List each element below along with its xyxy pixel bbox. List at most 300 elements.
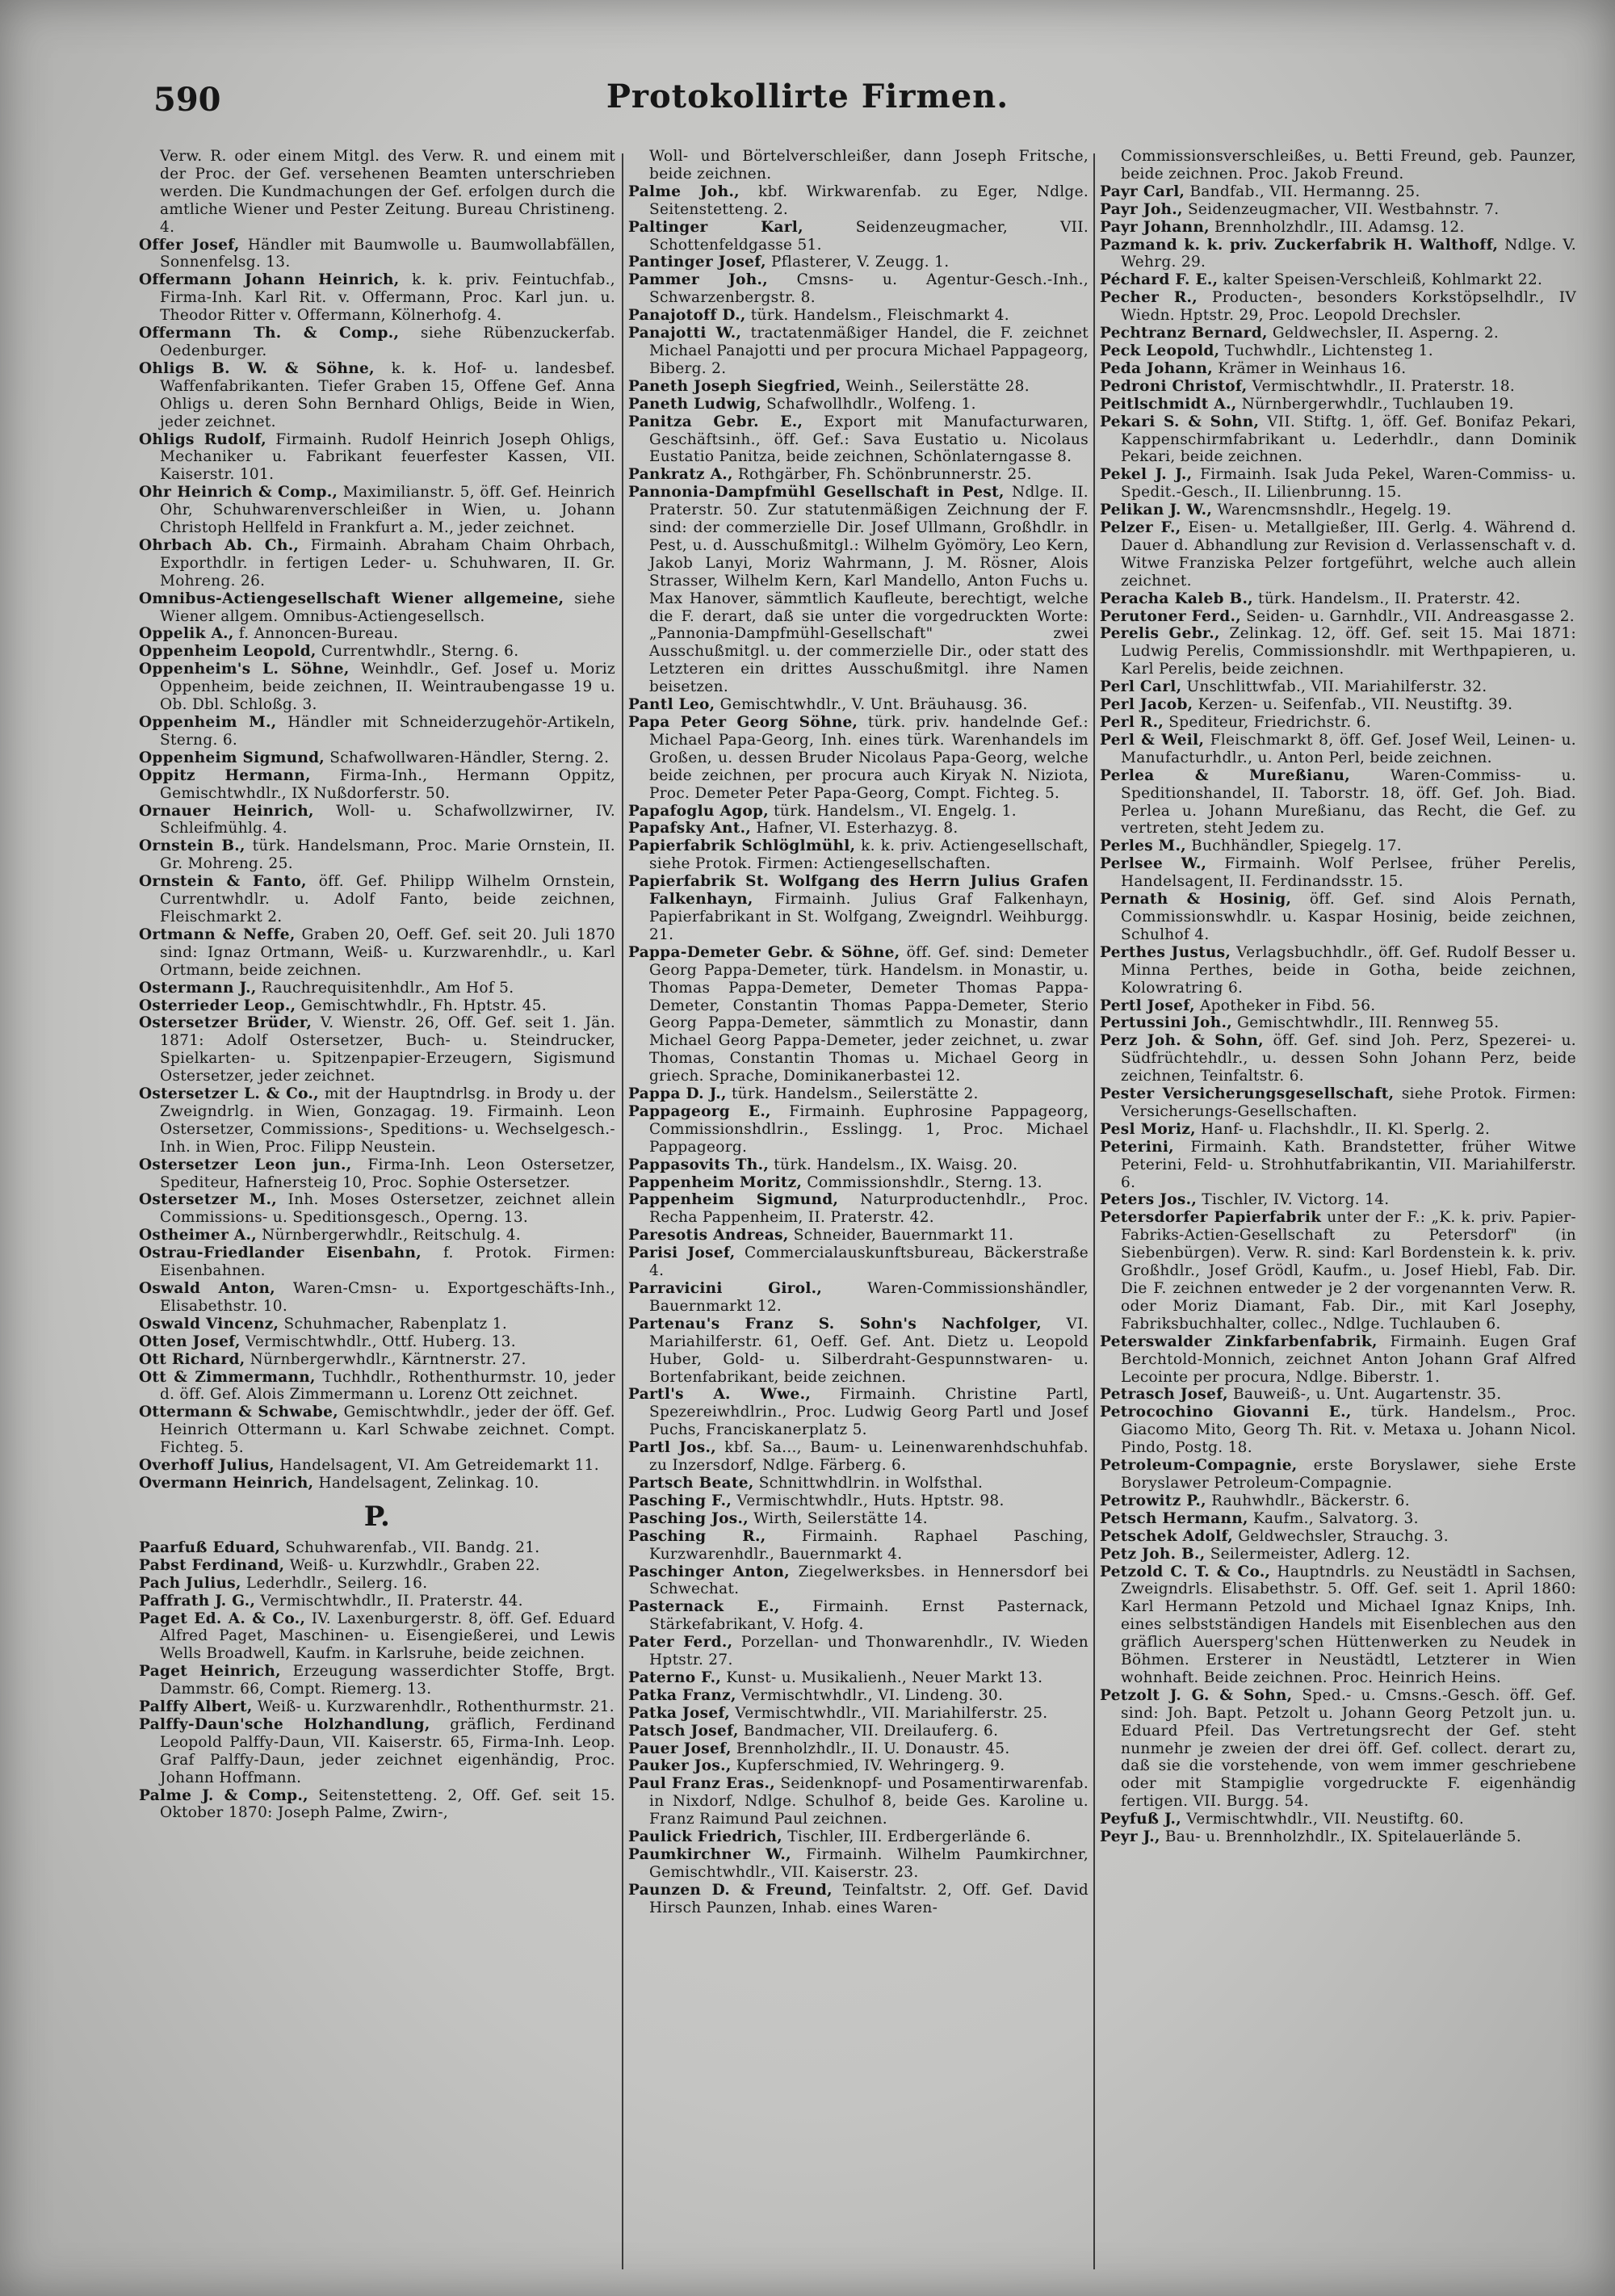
firm-details: Buchhändler, Spiegelg. 17.	[1185, 837, 1402, 855]
firm-name: Pappenheim Sigmund,	[628, 1191, 839, 1209]
firm-details: siehe Protok. Firmen: Versicherungs-Gesellschaften.	[1121, 1085, 1576, 1120]
firm-entry	[139, 1557, 615, 1575]
firm-name: Pechtranz Bernard,	[1100, 325, 1268, 342]
firm-details: türk. Handelsm., VI. Engelg. 1.	[768, 802, 1017, 820]
firm-entry	[139, 1014, 615, 1085]
firm-details: Lederhdlr., Seilerg. 16.	[241, 1574, 428, 1592]
firm-details: Vermischtwhdlr., VII. Neustiftg. 60.	[1181, 1811, 1465, 1828]
firm-entry	[139, 271, 615, 325]
firm-details: Firmainh. Kath. Brandstetter, früher Witwe Peterini, Feld- u. Strohhutfabrikantin, VII. Mariahilferstr. 6.	[1121, 1138, 1576, 1191]
firm-name: Peracha Kaleb B.,	[1100, 590, 1253, 607]
firm-entry	[139, 1245, 615, 1280]
firm-entry	[1100, 1687, 1576, 1811]
firm-details: Seiden- u. Garnhdlr., VII. Andreasgasse 2.	[1240, 607, 1575, 625]
firm-name: Ostersetzer Leon jun.,	[139, 1156, 352, 1173]
firm-details: Warencmsnshdlr., Hegelg. 19.	[1212, 502, 1452, 519]
firm-entry	[1100, 1510, 1576, 1528]
firm-details: Fleischmarkt 8, öff. Gef. Josef Weil, Leinen- u. Manufacturhdlr., u. Anton Perl, beide zeichnen.	[1121, 731, 1576, 766]
firm-entry	[1100, 997, 1576, 1015]
firm-details: Wirth, Seilerstätte 14.	[748, 1509, 928, 1527]
firm-name: Offermann Johann Heinrich,	[139, 271, 400, 289]
firm-entry	[139, 661, 615, 714]
firm-details: mit der Hauptndrlsg. in Brody u. der Zweigndrlg. in Wien, Gonzagag. 19. Firmainh. Leon Ostersetzer, Commissions-, Speditions- u. Wechselgesch.-Inh. in Wien, Proc. Filipp Neustein.	[160, 1085, 615, 1156]
firm-details: Waren-Cmsn- u. Exportgeschäfts-Inh., Elisabethstr. 10.	[160, 1280, 615, 1315]
firm-details: Firmainh. Wilhelm Paumkirchner, Gemischtwhdlr., VII. Kaiserstr. 23.	[649, 1846, 1089, 1881]
firm-entry	[139, 1575, 615, 1593]
firm-name: Oppenheim's L. Söhne,	[139, 661, 350, 678]
firm-details: Vermischtwhdlr., VII. Mariahilferstr. 25.	[730, 1704, 1048, 1722]
firm-name: Ostheimer A.,	[139, 1227, 257, 1245]
firm-entry	[1100, 289, 1576, 325]
firm-details: Firmainh. Raphael Pasching, Kurzwarenhdlr., Bauernmarkt 4.	[649, 1527, 1089, 1563]
firm-name: Papafsky Ant.,	[628, 820, 752, 837]
firm-details: türk. priv. handelnde Gef.: Michael Papa-Georg, Inh. eines türk. Warenhandels im Großen, u. dessen Bruder Nicolaus Papa-Georg, welche beide zeichnen, per procura auch Kiryak N. Niziota, Proc. Demeter Peter Papa-Georg, Compt. Fichteg. 5.	[649, 714, 1089, 802]
firm-entry-continuation	[139, 148, 615, 237]
firm-details: Händler mit Baumwolle u. Baumwollabfällen, Sonnenfelsg. 13.	[160, 236, 615, 271]
column-divider	[622, 153, 623, 2269]
firm-entry	[1100, 1085, 1576, 1121]
firm-details: Firmainh. Abraham Chaim Ohrbach, Exporthdlr. in fertigen Leder- u. Schuhwaren, II. Gr. Mohreng. 26.	[160, 536, 615, 590]
firm-entry	[1100, 714, 1576, 732]
firm-entry	[1100, 891, 1576, 944]
firm-name: Perthes Justus,	[1100, 943, 1231, 961]
firm-details: Schuhwarenfab., VII. Bandg. 21.	[280, 1538, 540, 1556]
firm-name: Ornauer Heinrich,	[139, 802, 314, 820]
firm-entry	[1100, 519, 1576, 590]
firm-entry	[1100, 1404, 1576, 1457]
firm-details: Firmainh. Rudolf Heinrich Joseph Ohligs, Mechaniker u. Fabrikant feuerfester Kassen, VII. Kaiserstr. 101.	[160, 430, 615, 484]
firm-details: Spediteur, Friedrichstr. 6.	[1164, 714, 1372, 731]
firm-name: Panitza Gebr. E.,	[628, 413, 803, 430]
firm-name: Pauker Jos.,	[628, 1757, 732, 1775]
firm-details: Bauweiß-, u. Unt. Augartenstr. 35.	[1227, 1386, 1502, 1404]
firm-name: Omnibus-Actiengesellschaft Wiener allgemeine,	[139, 590, 564, 607]
firm-name: Peda Johann,	[1100, 359, 1214, 377]
firm-entry	[628, 396, 1089, 413]
firm-entry	[139, 1333, 615, 1351]
firm-name: Papierfabrik St. Wolfgang des Herrn Julius Grafen Falkenhayn,	[628, 873, 1089, 909]
firm-entry	[1100, 237, 1576, 272]
firm-name: Papafoglu Agop,	[628, 802, 769, 820]
firm-details: Seidenzeugmacher, VII. Westbahnstr. 7.	[1182, 200, 1500, 218]
firm-entry	[139, 1191, 615, 1227]
firm-details: türk. Handelsm., IX. Waisg. 20.	[769, 1156, 1018, 1173]
firm-entry	[628, 1634, 1089, 1669]
firm-entry	[1100, 944, 1576, 997]
firm-name: Ortmann & Neffe,	[139, 926, 296, 943]
firm-name: Perl Carl,	[1100, 678, 1182, 696]
firm-name: Parravicini Girol.,	[628, 1280, 823, 1297]
firm-name: Patsch Josef,	[628, 1722, 739, 1740]
firm-entry	[1100, 378, 1576, 396]
firm-entry	[139, 714, 615, 749]
firm-details: Firmainh. Eugen Graf Berchtold-Monnich, zeichnet Anton Johann Graf Alfred Lecointe per procura, Ndlge. Biberstr. 1.	[1121, 1333, 1576, 1386]
firm-name: Petrasch Josef,	[1100, 1386, 1228, 1404]
firm-details: öff. Gef. sind Alois Pernath, Commissionswhdlr. u. Kaspar Hosinig, beide zeichnen, Schulhof 4.	[1121, 891, 1576, 943]
firm-name: Panajotoff D.,	[628, 307, 746, 325]
firm-entry	[628, 1687, 1089, 1705]
firm-details: Ndlge. V. Wehrg. 29.	[1121, 236, 1576, 271]
firm-entry	[628, 1439, 1089, 1475]
firm-entry	[139, 1593, 615, 1610]
firm-name: Pester Versicherungsgesellschaft,	[1100, 1085, 1395, 1103]
firm-name: Patka Franz,	[628, 1686, 736, 1704]
firm-entry	[1100, 1828, 1576, 1846]
firm-details: kalter Speisen-Verschleiß, Kohlmarkt 22.	[1218, 271, 1543, 289]
column-divider	[1093, 153, 1095, 2269]
firm-entry	[1100, 1191, 1576, 1209]
firm-details: Handelsagent, Zelinkag. 10.	[313, 1474, 539, 1492]
firm-name: Petersdorfer Papierfabrik	[1100, 1209, 1322, 1227]
firm-details: Nürnbergerwhdlr., Tuchlauben 19.	[1236, 395, 1514, 413]
firm-details: Firmainh. Euphrosine Pappageorg, Commissionshdlrin., Esslingg. 1, Proc. Michael Pappageorg.	[649, 1102, 1089, 1156]
firm-entry	[139, 997, 615, 1015]
firm-entry	[1100, 342, 1576, 360]
firm-details: V. Wienstr. 26, Off. Gef. seit 1. Jän. 1871: Adolf Ostersetzer, Buch- u. Steindrucker, Spielkarten- u. Spitzenpapier-Erzeugern, Sigismund Ostersetzer, jeder zeichnet.	[160, 1014, 615, 1085]
firm-details: Krämer in Weinhaus 16.	[1213, 359, 1407, 377]
firm-name: Ornstein & Fanto,	[139, 873, 307, 891]
firm-details: Woll- und Börtelverschleißer, dann Joseph Fritsche, beide zeichnen.	[649, 148, 1089, 183]
firm-entry	[1100, 855, 1576, 891]
firm-entry	[628, 1528, 1089, 1564]
firm-details: türk. Handelsm., Seilerstätte 2.	[726, 1085, 979, 1103]
firm-name: Ohr Heinrich & Comp.,	[139, 484, 338, 502]
firm-details: Verlagsbuchhdlr., öff. Gef. Rudolf Besser u. Minna Perthes, beide in Gotha, beide zeichnen, Kolowratring 6.	[1121, 943, 1576, 997]
firm-details: Nürnbergerwhdlr., Kärntnerstr. 27.	[245, 1350, 526, 1368]
firm-name: Payr Joh.,	[1100, 200, 1183, 218]
firm-name: Peterswalder Zinkfarbenfabrik,	[1100, 1333, 1378, 1350]
firm-details: Gemischtwhdlr., V. Unt. Bräuhausg. 36.	[715, 696, 1028, 714]
firm-name: Pazmand k. k. priv. Zuckerfabrik H. Walthoff,	[1100, 236, 1499, 254]
firm-entry	[1100, 678, 1576, 696]
firm-name: Papa Peter Georg Söhne,	[628, 714, 858, 731]
firm-name: Partenau's Franz S. Sohn's Nachfolger,	[628, 1315, 1042, 1333]
firm-details: Waren-Commiss- u. Speditionshandel, II. Taborstr. 18, öff. Gef. Joh. Biad. Perlea u. Johann Mureßianu, das Recht, die Gef. zu vertreten, steht Jedem zu.	[1121, 766, 1576, 837]
firm-details: Bau- u. Brennholzhdlr., IX. Spitelauerlände 5.	[1160, 1828, 1522, 1846]
firm-entry	[139, 980, 615, 997]
firm-name: Offermann Th. & Comp.,	[139, 325, 400, 342]
firm-name: Perlsee W.,	[1100, 855, 1207, 873]
firm-details: Weiß- u. Kurzwhdlr., Graben 22.	[284, 1556, 540, 1574]
firm-entry	[139, 1316, 615, 1333]
firm-details: Firmainh. Julius Graf Falkenhayn, Papierfabrikant in St. Wolfgang, Zweigndrl. Weihburgg. 21.	[649, 891, 1089, 943]
firm-details: Geldwechsler, II. Asperng. 2.	[1267, 325, 1500, 342]
firm-name: Peterini,	[1100, 1138, 1174, 1156]
firm-name: Pappa D. J.,	[628, 1085, 727, 1103]
firm-name: Ostersetzer M.,	[139, 1191, 277, 1209]
firm-entry	[628, 378, 1089, 396]
firm-entry	[628, 837, 1089, 873]
firm-entry	[628, 803, 1089, 821]
firm-entry	[1100, 1209, 1576, 1333]
firm-details: Händler mit Schneiderzugehör-Artikeln, Sterng. 6.	[160, 714, 615, 749]
firm-name: Oppenheim M.,	[139, 714, 277, 731]
firm-entry	[139, 1787, 615, 1823]
firm-details: Cmsns- u. Agentur-Gesch.-Inh., Schwarzenbergstr. 8.	[649, 271, 1089, 307]
firm-name: Paneth Joseph Siegfried,	[628, 377, 841, 395]
firm-name: Pauer Josef,	[628, 1740, 732, 1757]
firm-details: k. k. Hof- u. landesbef. Waffenfabrikanten. Tiefer Graben 15, Offene Gef. Anna Ohligs u. deren Sohn Bernhard Ohligs, Beide in Wien, jeder zeichnet.	[160, 359, 615, 430]
firm-details: tractatenmäßiger Handel, die F. zeichnet Michael Panajotti und per procura Michael Pappageorg, Biberg. 2.	[649, 325, 1089, 377]
firm-entry	[139, 837, 615, 873]
firm-entry	[628, 873, 1089, 944]
firm-details: Nürnbergerwhdlr., Reitschulg. 4.	[257, 1227, 521, 1245]
column-right	[1100, 148, 1576, 2272]
firm-entry	[1100, 837, 1576, 855]
firm-name: Pappenheim Moritz,	[628, 1173, 803, 1191]
firm-details: kbf. Sa..., Baum- u. Leinenwarenhdschuhfab. zu Inzersdorf, Ndlge. Färberg. 6.	[649, 1439, 1089, 1475]
firm-details: Ndlge. II. Praterstr. 50. Zur statutenmäßigen Zeichnung der F. sind: der commerzielle Dir. Josef Ullmann, Großhdlr. in Pest, u. d. Ausschußmitgl.: Wilhelm Gyömöry, Leo Kern, Jakob Lanyi, Moriz Wahrmann, J. M. Rösner, Alois Strasser, Wilhelm Kern, Karl Mandello, Anton Fuchs u. Max Hanover, sämmtlich Kaufleute, berechtigt, welche die F. derart, daß sie unter die vorgedruckten Worte: „Pannonia-Dampfmühl-Gesellschaft" zwei Ausschußmitgl. u. der commerzielle Dir., oder statt des Letzteren ein drittes Ausschußmitgl. ihre Namen beisetzen.	[649, 484, 1089, 696]
firm-name: Perlea & Mureßianu,	[1100, 766, 1350, 784]
firm-name: Petschek Adolf,	[1100, 1527, 1234, 1545]
firm-details: siehe Wiener allgem. Omnibus-Actiengesellsch.	[160, 590, 615, 625]
firm-name: Pammer Joh.,	[628, 271, 768, 289]
firm-details: Graben 20, Oeff. Gef. seit 20. Juli 1870 sind: Ignaz Ortmann, Weiß- u. Kurzwarenhdlr., u. Karl Ortmann, beide zeichnen.	[160, 926, 615, 979]
firm-name: Peyfuß J.,	[1100, 1811, 1182, 1828]
firm-details: Weiß- u. Kurzwarenhdlr., Rothenthurmstr. 21.	[252, 1698, 615, 1716]
firm-entry	[628, 1316, 1089, 1387]
firm-entry	[628, 413, 1089, 467]
firm-name: Ornstein B.,	[139, 837, 245, 855]
firm-name: Paunzen D. & Freund,	[628, 1881, 833, 1899]
firm-name: Peyr J.,	[1100, 1828, 1160, 1846]
section-heading: P.	[363, 1500, 391, 1533]
firm-details: Handelsagent, VI. Am Getreidemarkt 11.	[274, 1457, 599, 1475]
firm-entry	[628, 1828, 1089, 1846]
firm-entry	[1100, 1492, 1576, 1510]
firm-name: Pater Ferd.,	[628, 1634, 733, 1652]
firm-entry	[628, 1191, 1089, 1227]
firm-name: Paffrath J. G.,	[139, 1592, 256, 1610]
firm-details: türk. Handelsm., Fleischmarkt 4.	[745, 307, 1009, 325]
firm-details: Rauhwhdlr., Bäckerstr. 6.	[1206, 1492, 1410, 1509]
firm-name: Papierfabrik Schlöglmühl,	[628, 837, 856, 855]
firm-entry	[139, 1404, 615, 1457]
firm-details: erste Boryslawer, siehe Erste Boryslawer Petroleum-Compagnie.	[1121, 1457, 1576, 1492]
firm-entry	[1100, 1528, 1576, 1546]
firm-entry	[628, 1492, 1089, 1510]
firm-entry	[1100, 1014, 1576, 1032]
firm-details: Brennholzhdlr., III. Adamsg. 12.	[1209, 218, 1465, 236]
firm-entry	[628, 325, 1089, 378]
firm-name: Oswald Vincenz,	[139, 1315, 279, 1333]
firm-name: Paumkirchner W.,	[628, 1846, 791, 1863]
firm-entry	[139, 1351, 615, 1369]
firm-name: Offer Josef,	[139, 236, 240, 254]
firm-details: VI. Mariahilferstr. 61, Oeff. Gef. Ant. Dietz u. Leopold Huber, Gold- u. Silberdraht-Gespunnstwaren- u. Bortenfabrikant, beide zeichnen.	[649, 1315, 1089, 1386]
firm-details: Firmainh. Wolf Perlsee, früher Perelis, Handelsagent, II. Ferdinandsstr. 15.	[1121, 855, 1576, 891]
firm-details: Firma-Inh. Leon Ostersetzer, Spediteur, Hafnersteig 10, Proc. Sophie Ostersetzer.	[160, 1156, 615, 1191]
firm-details: Vermischtwhdlr., VI. Lindeng. 30.	[736, 1686, 1004, 1704]
firm-name: Partl Jos.,	[628, 1439, 716, 1457]
firm-details: Firmainh. Isak Juda Pekel, Waren-Commiss- u. Spedit.-Gesch., II. Lilienbrunng. 15.	[1121, 466, 1576, 502]
firm-name: Pach Julius,	[139, 1574, 241, 1592]
firm-name: Ostrau-Friedlander Eisenbahn,	[139, 1245, 422, 1262]
firm-details: Erzeugung wasserdichter Stoffe, Brgt. Dammstr. 66, Compt. Riemerg. 13.	[160, 1663, 615, 1698]
firm-entry	[1100, 1546, 1576, 1564]
firm-entry	[628, 1846, 1089, 1882]
firm-details: Kerzen- u. Seifenfab., VII. Neustiftg. 39.	[1193, 696, 1513, 714]
firm-entry	[1100, 767, 1576, 838]
firm-details: siehe Rübenzuckerfab. Oedenburger.	[160, 325, 615, 359]
firm-entry	[1100, 1139, 1576, 1192]
firm-entry	[1100, 590, 1576, 608]
firm-name: Pannonia-Dampfmühl Gesellschaft in Pest,	[628, 484, 1005, 502]
firm-name: Palme Joh.,	[628, 183, 740, 200]
firm-details: f. Protok. Firmen: Eisenbahnen.	[160, 1245, 615, 1280]
firm-name: Ostersetzer L. & Co.,	[139, 1085, 319, 1103]
firm-entry	[628, 183, 1089, 219]
firm-name: Palffy Albert,	[139, 1698, 253, 1716]
firm-entry	[628, 714, 1089, 803]
page-number: 590	[153, 81, 221, 119]
firm-details: Vermischtwhdlr., Ottf. Huberg. 13.	[240, 1333, 516, 1350]
firm-entry	[628, 944, 1089, 1085]
firm-details: Firmainh. Ernst Pasternack, Stärkefabrikant, V. Hofg. 4.	[649, 1598, 1089, 1634]
firm-name: Parisi Josef,	[628, 1245, 736, 1262]
firm-entry	[139, 537, 615, 590]
column-middle	[628, 148, 1089, 2272]
firm-details: f. Annoncen-Bureau.	[233, 625, 399, 643]
firm-name: Oppenheim Sigmund,	[139, 749, 325, 766]
firm-entry	[139, 1227, 615, 1245]
firm-name: Petsch Hermann,	[1100, 1509, 1248, 1527]
firm-entry	[139, 767, 615, 803]
firm-entry	[628, 1775, 1089, 1828]
firm-entry	[139, 1457, 615, 1475]
firm-details: Porzellan- und Thonwarenhdlr., IV. Wieden Hptstr. 27.	[649, 1634, 1089, 1669]
firm-name: Paul Franz Eras.,	[628, 1775, 775, 1793]
firm-details: Zelinkag. 12, öff. Gef. seit 15. Mai 1871: Ludwig Perelis, Commissionshdlr. mit Werthpapieren, u. Karl Perelis, beide zeichnen.	[1121, 625, 1576, 678]
firm-entry	[628, 484, 1089, 696]
firm-entry	[1100, 413, 1576, 467]
firm-entry	[1100, 219, 1576, 237]
firm-entry	[628, 1103, 1089, 1156]
firm-name: Peitlschmidt A.,	[1100, 395, 1237, 413]
firm-name: Pelikan J. W.,	[1100, 502, 1213, 519]
firm-entry	[139, 1280, 615, 1316]
firm-details: Commissionsverschleißes, u. Betti Freund, geb. Paunzer, beide zeichnen. Proc. Jakob Freund.	[1121, 148, 1576, 183]
firm-name: Paget Heinrich,	[139, 1663, 281, 1681]
firm-details: gräflich, Ferdinand Leopold Palffy-Daun, VII. Kaiserstr. 65, Firma-Inh. Leop. Graf Palffy-Daun, jeder zeichnet eigenhändig, Proc. Johann Hoffmann.	[160, 1715, 615, 1786]
firm-details: k. k. priv. Actiengesellschaft, siehe Protok. Firmen: Actiengesellschaften.	[649, 837, 1089, 873]
firm-entry	[1100, 360, 1576, 378]
firm-name: Perl & Weil,	[1100, 731, 1205, 749]
firm-entry	[1100, 1386, 1576, 1404]
firm-name: Perz Joh. & Sohn,	[1100, 1032, 1264, 1050]
firm-name: Paterno F.,	[628, 1668, 722, 1686]
firm-details: Unschlittwfab., VII. Mariahilferstr. 32.	[1181, 678, 1487, 696]
firm-entry	[628, 1245, 1089, 1280]
firm-details: Firma-Inh., Hermann Oppitz, Gemischtwhdlr., IX Nußdorferstr. 50.	[160, 766, 615, 802]
firm-details: Vermischtwhdlr., II. Praterstr. 44.	[255, 1592, 523, 1610]
firm-details: Sped.- u. Cmsns.-Gesch. öff. Gef. sind: Joh. Bapt. Petzolt u. Johann Georg Petzolt jun. u. Eduard Pfeil. Das Vertretungsrecht der Gef. steht nunmehr je zweien der drei öff. Gef. collect. derart zu, daß sie die vorstehende, von wem immer geschriebene oder mit Stampiglie vorgedruckte F. eigenhändig fertigen. VII. Burgg. 54.	[1121, 1686, 1576, 1811]
firm-entry	[139, 749, 615, 767]
firm-name: Paschinger Anton,	[628, 1563, 790, 1580]
firm-name: Pedroni Christof,	[1100, 377, 1248, 395]
firm-name: Pertl Josef,	[1100, 997, 1195, 1014]
firm-entry	[1100, 183, 1576, 201]
firm-name: Pasching R.,	[628, 1527, 766, 1545]
firm-details: türk. Handelsmann, Proc. Marie Ornstein, II. Gr. Mohreng. 25.	[160, 837, 615, 873]
firm-name: Pecher R.,	[1100, 289, 1198, 307]
firm-details: Schneider, Bauernmarkt 11.	[788, 1227, 1014, 1245]
firm-entry	[139, 1369, 615, 1404]
firm-name: Ott Richard,	[139, 1350, 245, 1368]
firm-name: Patka Josef,	[628, 1704, 731, 1722]
firm-details: Schnittwhdlrin. in Wolfsthal.	[753, 1474, 984, 1492]
firm-details: Currentwhdlr., Sterng. 6.	[316, 643, 519, 661]
firm-name: Paulick Friedrich,	[628, 1828, 783, 1846]
firm-details: Export mit Manufacturwaren, Geschäftsinh., öff. Gef.: Sava Eustatio u. Nicolaus Eustatio Panitza, beide zeichnen, Schönlaterngasse 8.	[649, 413, 1089, 466]
firm-entry	[628, 1085, 1089, 1103]
firm-details: Tuchwhdlr., Lichtensteg 1.	[1219, 342, 1433, 359]
firm-entry	[139, 1539, 615, 1557]
firm-details: Bandmacher, VII. Dreilauferg. 6.	[738, 1722, 999, 1740]
firm-name: Perles M.,	[1100, 837, 1186, 855]
firm-name: Pantinger Josef,	[628, 254, 766, 271]
firm-details: Vermischtwhdlr., II. Praterstr. 18.	[1247, 377, 1516, 395]
firm-entry-continuation	[628, 148, 1089, 183]
firm-name: Pernath & Hosinig,	[1100, 891, 1292, 909]
firm-name: Partsch Beate,	[628, 1474, 754, 1492]
firm-entry	[1100, 271, 1576, 289]
firm-entry	[139, 325, 615, 360]
firm-details: Schafwollhdlr., Wolfeng. 1.	[761, 395, 976, 413]
firm-entry	[139, 590, 615, 626]
firm-details: Weinhdlr., Gef. Josef u. Moriz Oppenheim, beide zeichnen, II. Weintraubengasse 19 u. Ob. Dbl. Schloßg. 3.	[160, 661, 615, 714]
firm-entry	[139, 873, 615, 926]
firm-name: Pesl Moriz,	[1100, 1120, 1196, 1138]
firm-entry	[628, 1280, 1089, 1316]
firm-entry	[628, 1740, 1089, 1758]
firm-name: Paneth Ludwig,	[628, 395, 761, 413]
firm-entry	[139, 643, 615, 661]
firm-details: VII. Stiftg. 1, öff. Gef. Bonifaz Pekari, Kappenschirmfabrikant u. Lederhdlr., dann Dominik Pekari, beide zeichnen.	[1121, 413, 1576, 466]
firm-entry	[628, 1156, 1089, 1174]
column-left	[139, 148, 615, 2272]
firm-entry	[1100, 608, 1576, 626]
firm-entry	[628, 466, 1089, 484]
firm-name: Oppelik A.,	[139, 625, 234, 643]
firm-entry	[1100, 466, 1576, 502]
firm-details: unter der F.: „K. k. priv. Papier-Fabriks-Actien-Gesellschaft zu Petersdorf" (in Siebenbürgen). Verw. R. sind: Karl Bordenstein k. k. priv. Großhdlr., Josef Grödl, Kaufm., u. Josef Hiebl, Fab. Dir. Die F. zeichnen entweder je 2 der vorgenannten Verw. R. oder Moriz Diamant, Fab. Dir., mit Karl Josephy, Fabriksbuchhalter, collec., Ndlge. Tuchlauben 6.	[1121, 1209, 1576, 1333]
firm-name: Petzolt J. G. & Sohn,	[1100, 1686, 1293, 1704]
firm-details: Waren-Commissionshändler, Bauernmarkt 12.	[649, 1280, 1089, 1315]
firm-name: Paresotis Andreas,	[628, 1227, 789, 1245]
firm-entry	[1100, 1564, 1576, 1687]
firm-entry	[139, 803, 615, 838]
firm-name: Pasching Jos.,	[628, 1509, 749, 1527]
firm-details: Producten-, besonders Korkstöpselhdlr., IV Wiedn. Hptstr. 29, Proc. Leopold Drechsler.	[1121, 289, 1576, 325]
firm-name: Perl Jacob,	[1100, 696, 1193, 714]
firm-entry	[1100, 1032, 1576, 1085]
firm-entry	[628, 254, 1089, 271]
firm-entry	[628, 1174, 1089, 1192]
firm-entry	[1100, 1811, 1576, 1828]
firm-entry	[139, 1085, 615, 1156]
firm-details: Hafner, VI. Esterhazyg. 8.	[751, 820, 959, 837]
firm-entry	[628, 1757, 1089, 1775]
firm-details: Firmainh. Christine Partl, Spezereiwhdlrin., Proc. Ludwig Georg Partl und Josef Puchs, Franciskanerplatz 5.	[649, 1386, 1089, 1439]
firm-entry-continuation	[1100, 148, 1576, 183]
firm-name: Pankratz A.,	[628, 466, 733, 484]
firm-entry	[139, 484, 615, 537]
firm-details: Woll- u. Schafwollzwirner, IV. Schleifmühlg. 4.	[160, 802, 615, 837]
firm-name: Perl R.,	[1100, 714, 1164, 731]
firm-details: Naturproductenhdlr., Proc. Recha Pappenheim, II. Praterstr. 42.	[649, 1191, 1089, 1227]
firm-entry	[139, 1475, 615, 1492]
